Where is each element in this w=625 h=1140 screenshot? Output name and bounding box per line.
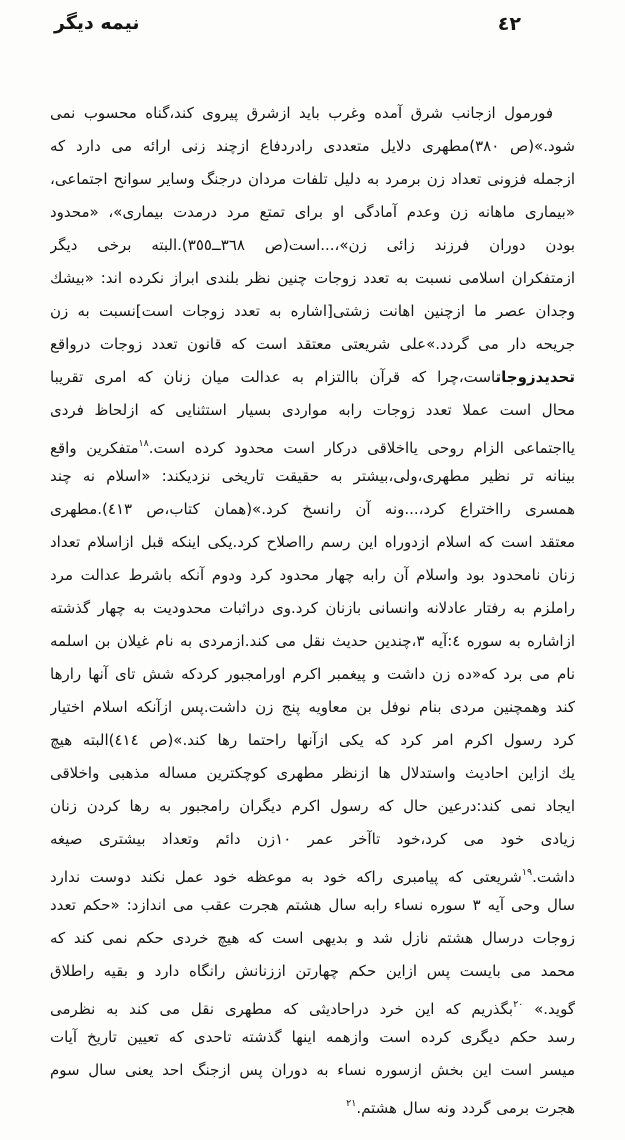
running-title: نيمه ديگر [54,12,140,34]
text-segment: محال است عملا تعدد زوجات رابه مواردى بسيار استثنايى كه ازلحاظ فردى [50,401,575,419]
text-line [50,427,575,460]
text-segment: ايجاد نمى كند:درعين حال كه رسول اكرم ديگران رامجبور به رها كردن زنان [50,797,575,815]
text-segment: زيادى خود مى كرد،خود تاآخر عمر ١٠زن دائم وتعداد بيشترى صيغه [50,830,575,848]
text-segment: زنان نامحدود بود واسلام آن رابه چهار محدود كرد ودوم آنكه باشرط عدالت مرد [50,566,575,584]
text-line [50,724,575,757]
text-line [50,658,575,691]
text-segment: وجدان عصر ما ازچنين اهانت زشتى[اشاره به تعدد زوجات است]نسبت به زن [50,302,575,320]
text-segment: همسرى رااختراع كرد،...ونه آن رانسخ كرد.»(همان كتاب،ص ٤١٣).مطهرى [50,500,575,518]
text-line [50,625,575,658]
emphasized-text: تحديدزوجات [495,368,575,386]
text-line [50,394,575,427]
text-line [50,526,575,559]
text-line [50,889,575,922]
text-line [50,196,575,229]
text-line [50,130,575,163]
text-line [50,823,575,856]
text-segment: ازاشاره به سوره ٤:آيه ٣،چندين حديث نقل مى كند.ازمردى به نام غيلان بن اسلمه [50,632,575,650]
text-line [50,592,575,625]
text-line [50,559,575,592]
text-segment: بودن دوران فرزند زائى زن»،...است(ص ٣٦٨ــ٣٥٥).البته برخى ديگر [50,236,575,254]
text-line [50,97,575,130]
body-paragraph [50,97,575,1120]
text-segment: معتقد است كه اسلام ازدوراه اين رسم رااصلاح كرد.يكى اينكه قبل ازاسلام تعداد [50,533,575,551]
text-segment: فورمول ازجانب شرق آمده وغرب بايد ازشرق پيروى كند،گناه محسوب نمى [50,104,553,122]
text-segment: كند وهمچنين مردى بنام نوفل بن معاويه پنج زن داشت.پس ازآنكه اسلام اختيار [50,698,575,716]
text-segment: محمد مى بايست پس ازاين حكم چهارتن اززنانش رانگاه دارد و بقيه راطلاق [50,962,575,980]
footnote-marker: ٢١ [346,1098,357,1109]
text-line [50,361,575,394]
text-segment: شود.»(ص ٣٨٠)مطهرى دلايل متعددى رادردفاع ازچند زنى ارائه مى دارد كه [50,137,575,155]
text-line [50,328,575,361]
text-line [50,922,575,955]
text-segment: جريحه دار مى گردد.»على شريعتى معتقد است كه قانون تعدد زوجات درواقع [50,335,575,353]
text-line [50,1054,575,1087]
text-line [50,163,575,196]
text-segment: يك ازاين احاديث واستدلال ها ازنظر مطهرى كوچكترين مساله مذهبى واخلاقى [50,764,575,782]
text-segment: بگذريم كه اين خرد دراحاديثى كه مطهرى نقل مى كند به نظرمى [50,1000,514,1018]
text-segment: يااجتماعى الزام روحى يااخلاقى دركار است محدود كرده است. [148,439,575,457]
footnote-marker: ١٨ [138,438,149,449]
footnote-marker: ١٩ [521,867,533,878]
text-segment: ازمتفكران اسلامى نسبت به تعدد زوجات چنين نظر بلندى ابراز نكرده اند: «بيشك [50,269,575,287]
text-line [50,790,575,823]
text-segment: رسد حكم ديگرى كرده است وازهمه اينها گذشته تاحدى كه تعيين تاريخ آيات [50,1028,575,1046]
text-segment: گويد.» [523,1000,575,1018]
text-line [50,493,575,526]
text-segment: شريعتى كه پيامبرى راكه خود به موعظه خود عمل نكند دوست ندارد [50,868,522,886]
text-line [50,1087,575,1120]
text-segment: زوجات درسال هشتم نازل شد و بديهى است كه هيچ خردى حكم نمى كند كه [50,929,575,947]
text-line [50,295,575,328]
text-segment: داشت. [532,868,575,886]
text-segment: متفكرين واقع [50,439,139,457]
text-segment: بينانه تر نظير مطهرى،ولى،بيشتر به حقيقت تاريخى نزديكند: «اسلام نه چند [50,467,575,485]
text-line [50,460,575,493]
text-line [50,856,575,889]
text-line [50,262,575,295]
page-number: ٤٢ [497,13,521,35]
text-line [50,988,575,1021]
text-line [50,955,575,988]
text-segment: ازجمله فزونى تعداد زن برمرد به دليل تلفات مردان درجنگ وساير سوانح اجتماعى، [50,170,575,188]
text-segment: هجرت برمى گردد ونه سال هشتم. [356,1099,575,1117]
text-segment: نام مى برد كه«ده زن داشت و پيغمبر اكرم اورامجبور كردكه شش تاى آنها رارها [50,665,575,683]
text-line [50,1021,575,1054]
text-segment: «بيمارى ماهانه زن وعدم آمادگى او براى تمتع مرد درمدت بيمارى»، «محدود [50,203,575,221]
footnote-marker: ٢٠ [513,999,524,1010]
text-segment: راملزم به رفتار عادلانه وانسانى بازنان كرد.وى دراثبات محدوديت به چهار گذشته [50,599,575,617]
text-segment: است،چرا كه قرآن باالتزام به عدالت ميان زنان كه امرى تقريبا [50,368,496,386]
text-line [50,757,575,790]
text-line [50,229,575,262]
text-segment: ميسر است اين بخش ازسوره نساء به دوران پس ازجنگ احد يعنى سال سوم [50,1061,575,1079]
text-line [50,691,575,724]
text-segment: سال وحى آيه ٣ سوره نساء رابه سال هشتم هجرت عقب مى اندازد: «حكم تعدد [50,896,575,914]
text-segment: كرد رسول اكرم امر كرد كه يكى ازآنها راحتما رها كند.»(ص ٤١٤)البته هيچ [50,731,575,749]
